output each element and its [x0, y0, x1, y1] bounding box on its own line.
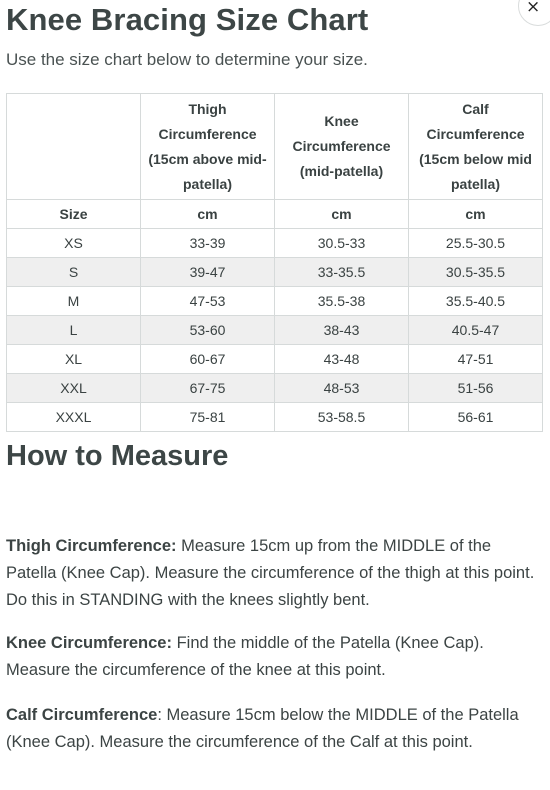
size-cell: S [7, 258, 141, 287]
thigh-cell: 60-67 [141, 345, 275, 374]
thigh-cell: 39-47 [141, 258, 275, 287]
header-cell-knee: Knee Circumference (mid-patella) [275, 94, 409, 200]
thigh-cell: 47-53 [141, 287, 275, 316]
knee-cell: 43-48 [275, 345, 409, 374]
header-cell-blank [7, 94, 141, 200]
thigh-cell: 33-39 [141, 229, 275, 258]
calf-cell: 51-56 [409, 374, 543, 403]
table-row [7, 229, 543, 258]
table-units-row [7, 200, 543, 229]
thigh-cell: 75-81 [141, 403, 275, 432]
knee-measure-text: Find the middle of the Patella (Knee Cap). Measure the circumference of the knee at this point. [6, 634, 484, 679]
page-title: Knee Bracing Size Chart [6, 2, 369, 37]
table-row [7, 316, 543, 345]
size-cell: XL [7, 345, 141, 374]
calf-cell: 25.5-30.5 [409, 229, 543, 258]
size-cell: XS [7, 229, 141, 258]
thigh-cell: 67-75 [141, 374, 275, 403]
knee-cell: 30.5-33 [275, 229, 409, 258]
close-icon: × [526, 0, 541, 17]
units-cell-thigh: cm [141, 200, 275, 229]
calf-measure-label: Calf Circumference [6, 706, 158, 724]
calf-measure-instruction [6, 702, 544, 756]
size-cell: XXXL [7, 403, 141, 432]
thigh-cell: 53-60 [141, 316, 275, 345]
knee-cell: 33-35.5 [275, 258, 409, 287]
calf-cell: 56-61 [409, 403, 543, 432]
table-row [7, 403, 543, 432]
page-subtitle: Use the size chart below to determine your size. [6, 50, 368, 69]
table-row [7, 345, 543, 374]
thigh-measure-text: Measure 15cm up from the MIDDLE of the Patella (Knee Cap). Measure the circumference of the thigh at this point. Do this in STANDING with the knees slightly bent. [6, 537, 535, 609]
calf-measure-text: : Measure 15cm below the MIDDLE of the Patella (Knee Cap). Measure the circumference of the Calf at this point. [6, 706, 519, 751]
table-row [7, 287, 543, 316]
knee-measure-instruction [6, 630, 544, 684]
calf-cell: 40.5-47 [409, 316, 543, 345]
thigh-measure-instruction [6, 533, 544, 614]
knee-cell: 38-43 [275, 316, 409, 345]
knee-cell: 53-58.5 [275, 403, 409, 432]
knee-measure-label: Knee Circumference: [6, 634, 172, 652]
size-cell: L [7, 316, 141, 345]
size-cell: XXL [7, 374, 141, 403]
how-to-measure-heading: How to Measure [6, 440, 229, 472]
size-chart-table [6, 93, 543, 432]
header-cell-calf: Calf Circumference (15cm below mid patella) [409, 94, 543, 200]
size-cell: M [7, 287, 141, 316]
calf-cell: 35.5-40.5 [409, 287, 543, 316]
close-button[interactable] [518, 0, 550, 26]
thigh-measure-label: Thigh Circumference: [6, 537, 177, 555]
table-row [7, 374, 543, 403]
units-cell-calf: cm [409, 200, 543, 229]
calf-cell: 47-51 [409, 345, 543, 374]
knee-cell: 48-53 [275, 374, 409, 403]
units-cell-size: Size [7, 200, 141, 229]
header-cell-thigh: Thigh Circumference (15cm above mid-patella) [141, 94, 275, 200]
table-header-row [7, 94, 543, 200]
units-cell-knee: cm [275, 200, 409, 229]
table-row [7, 258, 543, 287]
calf-cell: 30.5-35.5 [409, 258, 543, 287]
knee-cell: 35.5-38 [275, 287, 409, 316]
